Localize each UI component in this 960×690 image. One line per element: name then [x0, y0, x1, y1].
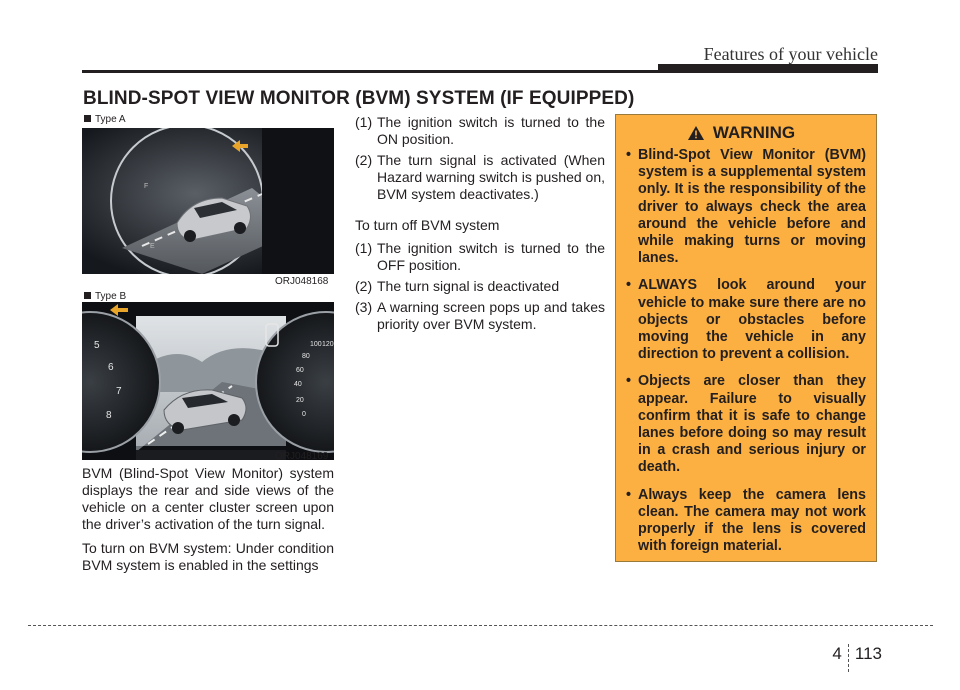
gauge-right-tick: 0 — [302, 411, 306, 418]
warning-item — [626, 487, 866, 556]
gauge-right-tick: 80 — [302, 353, 310, 360]
turn-off-item — [355, 278, 605, 295]
chapter-number: 4 — [832, 644, 842, 663]
item-text: The turn signal is deactivated — [377, 278, 560, 294]
figure-b-caption-text: Type B — [95, 291, 127, 302]
gauge-left-tick: 6 — [108, 362, 114, 373]
warning-header — [616, 123, 866, 143]
item-number: (2) — [355, 278, 373, 294]
section-title: BLIND-SPOT VIEW MONITOR (BVM) SYSTEM (IF EQUIPPED) — [83, 88, 635, 109]
gauge-left-tick: 7 — [116, 386, 122, 397]
bullet: • — [626, 486, 632, 503]
turn-off-item — [355, 240, 605, 274]
figure-a-image — [82, 128, 334, 274]
bullet: • — [626, 277, 632, 294]
warning-text: Objects are closer than they appear. Failure to visually confirm that it is safe to change lanes before doing so may result in a crash and serious injury or death. — [638, 373, 866, 476]
intro-paragraph-2: To turn on BVM system: Under condition BVM system is enabled in the settings — [82, 540, 334, 573]
activation-column — [355, 114, 605, 333]
item-text: The turn signal is activated (When Hazard warning switch is pushed on, BVM system deactivates.) — [377, 152, 606, 202]
gauge-left-tick: 8 — [106, 410, 112, 421]
warning-triangle-icon — [687, 125, 705, 141]
item-number: (1) — [355, 240, 373, 256]
warning-item — [626, 147, 866, 267]
warning-text: ALWAYS look around your vehicle to make sure there are no objects or obstacles before moving the vehicle in any direction to prevent a collision. — [638, 277, 866, 363]
cluster-type-a-illustration — [82, 128, 334, 274]
turn-on-item — [355, 114, 605, 148]
gauge-right-tick: 40 — [294, 381, 302, 388]
square-bullet-icon — [84, 292, 91, 299]
figure-a-caption-text: Type A — [95, 114, 126, 125]
warning-item — [626, 277, 866, 363]
page-separator — [848, 644, 849, 672]
running-header: Features of your vehicle — [703, 44, 878, 64]
warning-text: Always keep the camera lens clean. The camera may not work properly if the lens is covered with foreign material. — [638, 486, 866, 555]
square-bullet-icon — [84, 115, 91, 122]
warning-item — [626, 373, 866, 476]
page-number-value: 113 — [854, 644, 882, 663]
figure-a-caption — [84, 114, 126, 125]
gauge-left-tick: 5 — [94, 340, 100, 351]
footer-rule — [28, 625, 933, 626]
item-text: The ignition switch is turned to the ON position. — [377, 114, 605, 147]
turn-off-heading: To turn off BVM system — [355, 217, 500, 233]
header-rule — [82, 70, 827, 73]
warning-text: Blind-Spot View Monitor (BVM) system is a supplemental system only. It is the responsibility of the driver to always check the area around the vehicle before and while making turns or moving lanes. — [638, 147, 866, 267]
warning-box — [615, 114, 877, 562]
turn-off-item — [355, 299, 605, 333]
item-number: (3) — [355, 299, 373, 315]
item-text: The ignition switch is turned to the OFF position. — [377, 240, 605, 273]
turn-on-item — [355, 152, 605, 203]
bullet: • — [626, 147, 632, 163]
gauge-right-tick: 60 — [296, 367, 304, 374]
item-number: (1) — [355, 114, 373, 130]
cluster-type-b-illustration — [82, 302, 334, 460]
intro-paragraph-1: BVM (Blind-Spot View Monitor) system displays the rear and side views of the vehicle on a center cluster screen upon the driver’s activation of the turn signal. — [82, 465, 334, 532]
item-text: A warning screen pops up and takes priority over BVM system. — [377, 299, 605, 332]
figure-a-code: ORJ048168 — [275, 276, 329, 287]
page-number — [832, 636, 882, 672]
gauge-right-tick: 20 — [296, 397, 304, 404]
svg-text:E: E — [150, 243, 155, 250]
intro-text — [82, 465, 334, 581]
gauge-right-tick: 100 — [310, 341, 322, 348]
gauge-right-tick: 120 — [322, 341, 334, 348]
figure-b-code: ORJ048169 — [275, 451, 329, 462]
bullet: • — [626, 373, 632, 390]
warning-title: WARNING — [712, 123, 796, 142]
figure-b-image — [82, 302, 334, 460]
item-number: (2) — [355, 152, 373, 168]
svg-text:F: F — [144, 183, 149, 190]
figure-b-caption — [84, 291, 126, 302]
